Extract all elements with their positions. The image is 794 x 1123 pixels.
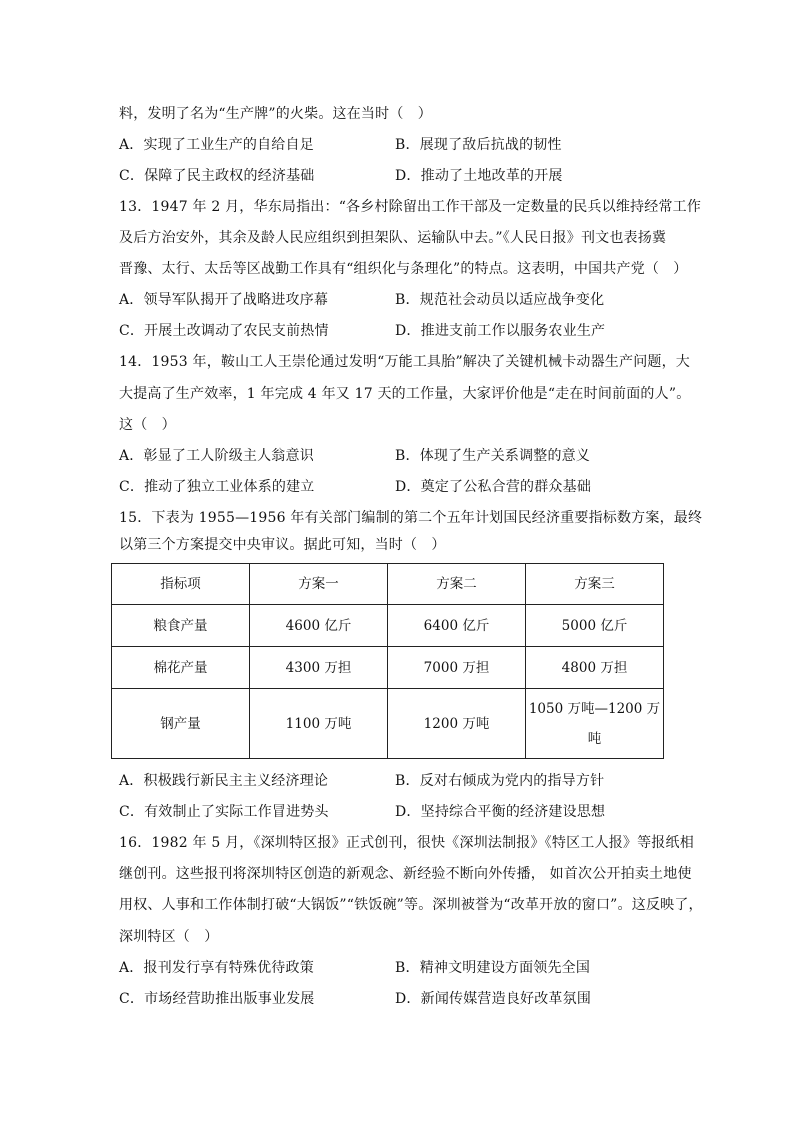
q13-stem-line-2: 及后方治安外，其余及龄人民应组织到担架队、运输队中去。”《人民日报》刊文也表扬冀: [119, 230, 667, 246]
table-cell: 4800 万担: [526, 647, 664, 689]
table-cell: 钢产量: [112, 689, 250, 759]
q15-stem-line-2: 以第三个方案提交中央审议。据此可知，当时（ ）: [119, 537, 446, 553]
q13-option-c[interactable]: C．开展土改调动了农民支前热情: [119, 323, 329, 339]
table-cell: 4600 亿斤: [250, 605, 388, 647]
table-cell: 1100 万吨: [250, 689, 388, 759]
q16-stem-line-4: 深圳特区（ ）: [119, 929, 219, 945]
table-row: [112, 647, 664, 689]
table-cell: 7000 万担: [388, 647, 526, 689]
q12-stem-tail: 料，发明了名为“生产牌”的火柴。这在当时（ ）: [119, 106, 432, 122]
q16-stem-line-3: 用权、人事和工作体制打破“大锅饭”“铁饭碗”等。深圳被誉为“改革开放的窗口”。这反映了，: [119, 897, 703, 913]
table-header-row: [112, 564, 664, 605]
q13-stem-line-3: 晋豫、太行、太岳等区战勤工作具有“组织化与条理化”的特点。这表明，中国共产党（ ）: [119, 261, 688, 277]
table-row: [112, 605, 664, 647]
table-cell: 5000 亿斤: [526, 605, 664, 647]
plan-table: [111, 563, 664, 759]
q12-option-c[interactable]: C．保障了民主政权的经济基础: [119, 168, 315, 184]
table-header-cell: 指标项: [112, 564, 250, 605]
table-cell: 1200 万吨: [388, 689, 526, 759]
q13-option-a[interactable]: A．领导军队揭开了战略进攻序幕: [119, 292, 329, 308]
q15-stem-line-1: 15．下表为 1955—1956 年有关部门编制的第二个五年计划国民经济重要指标数方案，最终: [119, 510, 703, 526]
table-cell: 4300 万担: [250, 647, 388, 689]
q14-option-c[interactable]: C．推动了独立工业体系的建立: [119, 479, 315, 495]
q14-option-b[interactable]: B．体现了生产关系调整的意义: [395, 448, 591, 464]
q16-stem-line-2: 继创刊。这些报刊将深圳特区创造的新观念、新经验不断向外传播， 如首次公开拍卖土地使: [119, 866, 692, 882]
q16-option-b[interactable]: B．精神文明建设方面领先全国: [395, 960, 591, 976]
q16-option-c[interactable]: C．市场经营助推出版事业发展: [119, 991, 315, 1007]
q14-stem-line-1: 14．1953 年，鞍山工人王崇伦通过发明“万能工具胎”解决了关键机械卡动器生产问题，大: [119, 354, 691, 370]
table-cell: 粮食产量: [112, 605, 250, 647]
table-cell: [526, 689, 664, 759]
table-cell-line: 吨: [587, 730, 602, 747]
q14-stem-line-2: 大提高了生产效率，1 年完成 4 年又 17 天的工作量，大家评价他是“走在时间前面的人”。: [119, 386, 691, 402]
q16-option-d[interactable]: D．新闻传媒营造良好改革氛围: [395, 991, 592, 1007]
table-cell-line: 1050 万吨—1200 万: [528, 700, 661, 717]
q15-option-d[interactable]: D．坚持综合平衡的经济建设思想: [395, 804, 606, 820]
q12-option-b[interactable]: B．展现了敌后抗战的韧性: [395, 137, 562, 153]
q14-option-d[interactable]: D．奠定了公私合营的群众基础: [395, 479, 592, 495]
table-header-cell: 方案二: [388, 564, 526, 605]
q16-stem-line-1: 16．1982 年 5 月，《深圳特区报》正式创刊，很快《深圳法制报》《特区工人报》等报纸相: [119, 835, 694, 851]
table-row: [112, 689, 664, 759]
q13-option-b[interactable]: B．规范社会动员以适应战争变化: [395, 292, 605, 308]
q13-option-d[interactable]: D．推进支前工作以服务农业生产: [395, 323, 606, 339]
q15-option-a[interactable]: A．积极践行新民主主义经济理论: [119, 773, 329, 789]
table-cell: 6400 亿斤: [388, 605, 526, 647]
q15-option-b[interactable]: B．反对右倾成为党内的指导方针: [395, 773, 605, 789]
q13-stem-line-1: 13．1947 年 2 月，华东局指出：“各乡村除留出工作干部及一定数量的民兵以维持经常工作: [119, 199, 702, 215]
q15-option-c[interactable]: C．有效制止了实际工作冒进势头: [119, 804, 329, 820]
q16-option-a[interactable]: A．报刊发行享有特殊优待政策: [119, 960, 314, 976]
table-header-cell: 方案三: [526, 564, 664, 605]
table-header-cell: 方案一: [250, 564, 388, 605]
q14-stem-line-3: 这（ ）: [119, 417, 176, 433]
q12-option-a[interactable]: A．实现了工业生产的自给自足: [119, 137, 314, 153]
table-cell: 棉花产量: [112, 647, 250, 689]
q12-option-d[interactable]: D．推动了土地改革的开展: [395, 168, 563, 184]
q14-option-a[interactable]: A．彰显了工人阶级主人翁意识: [119, 448, 314, 464]
